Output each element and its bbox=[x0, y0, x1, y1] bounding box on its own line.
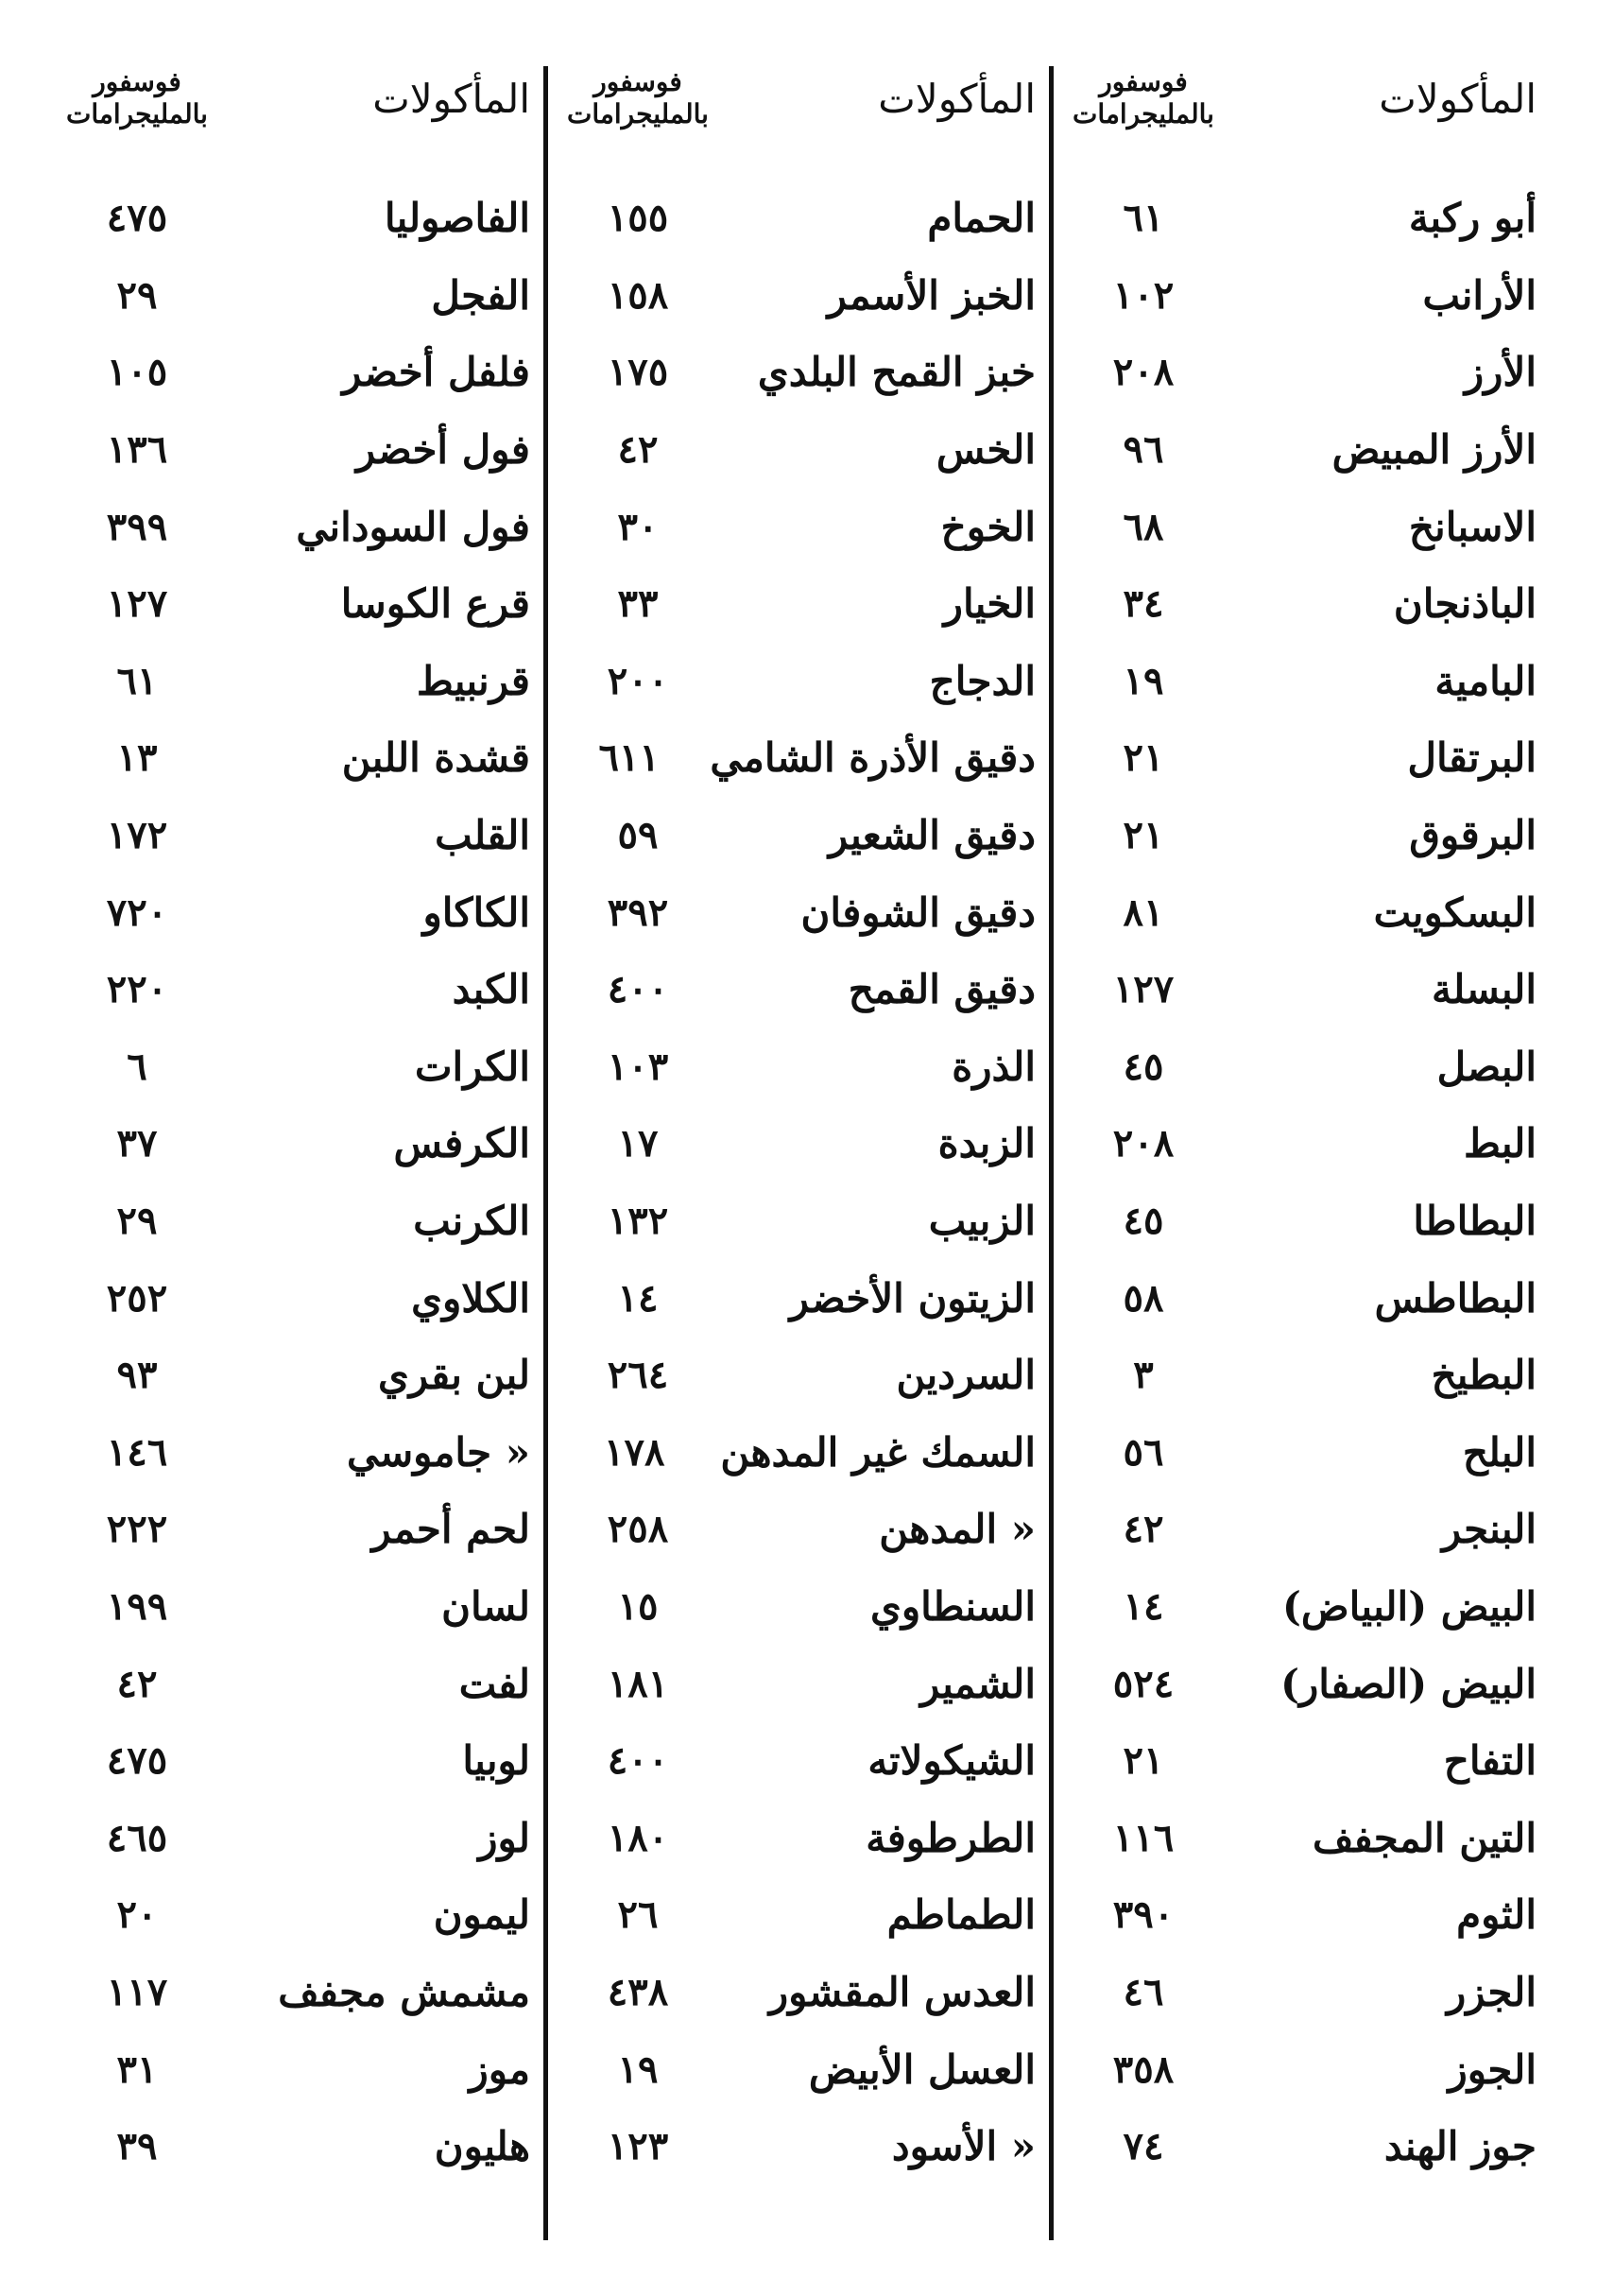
food-name: البطيخ bbox=[1431, 1352, 1537, 1399]
food-name: الباذنجان bbox=[1393, 580, 1537, 628]
header-food-label: المأكولات bbox=[372, 76, 530, 122]
table-row bbox=[47, 1183, 543, 1260]
phosphorus-value: ٥٩ bbox=[617, 813, 659, 858]
table-row bbox=[1054, 1414, 1550, 1492]
food-name: الدجاج bbox=[929, 657, 1036, 704]
table-row bbox=[548, 334, 1049, 411]
food-name: الزبيب bbox=[928, 1198, 1036, 1245]
header-unit-label bbox=[1054, 66, 1233, 130]
food-name: لحم أحمر bbox=[371, 1506, 530, 1553]
table-row bbox=[1054, 1259, 1550, 1337]
phosphorus-value: ٣٣ bbox=[617, 581, 659, 627]
phosphorus-value: ٧٤ bbox=[1123, 2124, 1164, 2169]
header-unit-line1: فوسفور bbox=[1099, 66, 1188, 97]
header-food-label: المأكولات bbox=[878, 76, 1036, 122]
table-row bbox=[47, 951, 543, 1028]
food-name: التين المجفف bbox=[1313, 1814, 1537, 1861]
phosphorus-value: ٢١ bbox=[1123, 813, 1164, 858]
food-name: الذرة bbox=[952, 1043, 1036, 1090]
phosphorus-value: ٢٠٠ bbox=[607, 658, 669, 703]
table-row bbox=[47, 797, 543, 874]
table-row bbox=[47, 719, 543, 797]
table-row bbox=[548, 1105, 1049, 1183]
phosphorus-value: ٤٦٥ bbox=[106, 1815, 168, 1860]
table-row bbox=[548, 1491, 1049, 1568]
table-row bbox=[548, 1876, 1049, 1954]
food-name: العدس المقشور bbox=[768, 1968, 1036, 2015]
phosphorus-value: ٦ bbox=[127, 1044, 147, 1089]
food-name: الاسبانخ bbox=[1408, 503, 1537, 550]
table-row bbox=[548, 565, 1049, 643]
food-name: لوز bbox=[478, 1814, 530, 1861]
table-row bbox=[47, 1568, 543, 1646]
table-row bbox=[47, 1954, 543, 2031]
table-row bbox=[548, 1568, 1049, 1646]
phosphorus-value: ١٤ bbox=[1123, 1583, 1164, 1629]
food-name: دقيق الأذرة الشامي bbox=[710, 734, 1036, 782]
header-unit-label bbox=[47, 66, 227, 130]
table-row bbox=[1054, 1876, 1550, 1954]
table-row bbox=[47, 1876, 543, 1954]
phosphorus-value: ٢٢٢ bbox=[106, 1507, 168, 1552]
food-name: البيض (البياض) bbox=[1281, 1582, 1537, 1630]
phosphorus-value: ١٤ bbox=[617, 1275, 659, 1321]
table-row bbox=[1054, 1645, 1550, 1722]
food-name: « جاموسي bbox=[346, 1428, 530, 1476]
phosphorus-value: ١٧٢ bbox=[106, 813, 168, 858]
food-name: البسكويت bbox=[1373, 889, 1537, 936]
food-name: « الأسود bbox=[891, 2123, 1036, 2170]
food-name: الخس bbox=[936, 426, 1036, 474]
table-row bbox=[1054, 1337, 1550, 1414]
food-name: دقيق الشوفان bbox=[800, 889, 1036, 936]
phosphorus-value: ٢٩ bbox=[116, 1199, 158, 1244]
table-row bbox=[47, 257, 543, 335]
phosphorus-value: ٢٠٨ bbox=[1112, 1121, 1175, 1166]
food-name: البيض (الصفار) bbox=[1280, 1660, 1537, 1707]
table-row bbox=[1054, 565, 1550, 643]
phosphorus-value: ١٨٠ bbox=[607, 1815, 669, 1860]
phosphorus-value: ١٥٥ bbox=[607, 196, 669, 241]
food-name: لسان bbox=[441, 1582, 530, 1630]
phosphorus-value: ٢٦٤ bbox=[607, 1353, 669, 1398]
food-name: البنجر bbox=[1441, 1506, 1537, 1553]
column-header bbox=[548, 66, 1049, 170]
table-row bbox=[1054, 1105, 1550, 1183]
header-unit-line2: بالمليجرامات bbox=[567, 98, 709, 129]
food-name: قرنبيط bbox=[416, 657, 530, 704]
phosphorus-value: ٦٨ bbox=[1123, 504, 1164, 549]
phosphorus-value: ٤٢ bbox=[1123, 1507, 1164, 1552]
food-name: فول السوداني bbox=[296, 503, 530, 550]
table-row bbox=[1054, 2030, 1550, 2108]
food-name: البرتقال bbox=[1407, 734, 1537, 782]
table-row bbox=[548, 1799, 1049, 1876]
food-name: الكرفس bbox=[393, 1120, 530, 1167]
phosphorus-value: ٨١ bbox=[1123, 889, 1164, 935]
phosphorus-value: ٤٣٨ bbox=[607, 1969, 669, 2014]
table-row bbox=[548, 643, 1049, 720]
phosphorus-value: ١٥٨ bbox=[607, 272, 669, 318]
phosphorus-value: ٥٦ bbox=[1123, 1429, 1164, 1475]
food-name: الأرانب bbox=[1422, 271, 1537, 319]
phosphorus-value: ١٥ bbox=[617, 1583, 659, 1629]
food-name: موز bbox=[469, 2046, 530, 2093]
food-name: لبن بقري bbox=[377, 1352, 530, 1399]
food-name: البسلة bbox=[1431, 966, 1537, 1013]
phosphorus-value: ١١٧ bbox=[106, 1969, 168, 2014]
food-name: الجزر bbox=[1446, 1968, 1537, 2015]
phosphorus-value: ٣٩٢ bbox=[607, 889, 669, 935]
food-name: الفاصوليا bbox=[384, 195, 530, 242]
table-column bbox=[47, 66, 548, 2240]
food-name: الجوز bbox=[1448, 2046, 1537, 2093]
table-row bbox=[1054, 1491, 1550, 1568]
column-header bbox=[1054, 66, 1550, 170]
phosphorus-value: ٢٠ bbox=[116, 1892, 158, 1938]
food-name: الشمير bbox=[919, 1660, 1036, 1707]
phosphorus-value: ٤٢ bbox=[116, 1661, 158, 1706]
table-row bbox=[47, 873, 543, 951]
table-row bbox=[1054, 411, 1550, 489]
table-row bbox=[548, 257, 1049, 335]
phosphorus-value: ١٩ bbox=[617, 2046, 659, 2092]
header-unit-line2: بالمليجرامات bbox=[66, 98, 208, 129]
table-row bbox=[47, 1722, 543, 1800]
phosphorus-value: ٤٦ bbox=[1123, 1969, 1164, 2014]
food-name: الطماطم bbox=[886, 1891, 1036, 1939]
food-name: لوبيا bbox=[462, 1737, 530, 1785]
food-name: الطرطوفة bbox=[866, 1814, 1036, 1861]
phosphorus-value: ١٣٢ bbox=[607, 1199, 669, 1244]
food-name: البصل bbox=[1436, 1043, 1537, 1090]
food-name: الشيكولاته bbox=[867, 1737, 1036, 1785]
table-row bbox=[1054, 257, 1550, 335]
food-name: الكلاوي bbox=[411, 1274, 530, 1321]
phosphorus-value: ٢١ bbox=[1123, 735, 1164, 781]
food-name: « المدهن bbox=[879, 1506, 1036, 1553]
table-row bbox=[1054, 1568, 1550, 1646]
table-row bbox=[548, 1028, 1049, 1106]
food-name: ليمون bbox=[433, 1891, 530, 1939]
table-row bbox=[1054, 1799, 1550, 1876]
table-row bbox=[548, 797, 1049, 874]
table-column bbox=[1054, 66, 1550, 2240]
table-row bbox=[47, 1028, 543, 1106]
table-row bbox=[47, 411, 543, 489]
food-name: لفت bbox=[458, 1660, 530, 1707]
phosphorus-value: ٥٢٤ bbox=[1112, 1661, 1175, 1706]
table-column bbox=[548, 66, 1054, 2240]
phosphorus-value: ١٠٥ bbox=[106, 350, 168, 395]
phosphorus-value: ٩٣ bbox=[116, 1353, 158, 1398]
table-row bbox=[1054, 797, 1550, 874]
phosphorus-value: ١٢٣ bbox=[607, 2124, 669, 2169]
phosphorus-value: ١٢٧ bbox=[1112, 967, 1175, 1012]
column-header bbox=[47, 66, 543, 170]
phosphorus-value: ٢٦ bbox=[617, 1892, 659, 1938]
food-name: خبز القمح البلدي bbox=[757, 349, 1036, 396]
phosphorus-value: ٢١ bbox=[1123, 1738, 1164, 1784]
food-name: الخبز الأسمر bbox=[827, 271, 1036, 319]
phosphorus-value: ١١٦ bbox=[1112, 1815, 1175, 1860]
table-row bbox=[47, 1491, 543, 1568]
food-name: الزبدة bbox=[937, 1120, 1036, 1167]
food-name: قرع الكوسا bbox=[340, 580, 530, 628]
food-name: مشمش مجفف bbox=[278, 1968, 530, 2015]
phosphorus-value: ٣٤ bbox=[1123, 581, 1164, 627]
phosphorus-value: ٣٥٨ bbox=[1112, 2046, 1175, 2092]
phosphorus-table bbox=[47, 66, 1550, 2240]
phosphorus-value: ١٧ bbox=[617, 1121, 659, 1166]
phosphorus-value: ٧٢٠ bbox=[106, 889, 168, 935]
food-name: فلفل أخضر bbox=[342, 349, 530, 396]
phosphorus-value: ٤٥ bbox=[1123, 1044, 1164, 1089]
food-name: الكرنب bbox=[413, 1198, 530, 1245]
table-row bbox=[548, 1414, 1049, 1492]
food-name: الكاكاو bbox=[422, 889, 530, 936]
phosphorus-value: ٤٥ bbox=[1123, 1199, 1164, 1244]
table-row bbox=[47, 180, 543, 257]
table-row bbox=[1054, 873, 1550, 951]
phosphorus-value: ٢٩ bbox=[116, 272, 158, 318]
food-name: الثوم bbox=[1456, 1891, 1537, 1939]
table-row bbox=[1054, 488, 1550, 565]
table-row bbox=[1054, 719, 1550, 797]
phosphorus-value: ٤٧٥ bbox=[106, 196, 168, 241]
food-name: أبو ركبة bbox=[1408, 195, 1537, 242]
phosphorus-value: ٣٩٩ bbox=[106, 504, 168, 549]
table-row bbox=[548, 873, 1049, 951]
phosphorus-value: ٣٩٠ bbox=[1112, 1892, 1175, 1938]
table-row bbox=[1054, 1722, 1550, 1800]
phosphorus-value: ٢٠٨ bbox=[1112, 350, 1175, 395]
table-row bbox=[1054, 1183, 1550, 1260]
food-name: الحمام bbox=[927, 195, 1036, 242]
table-row bbox=[1054, 334, 1550, 411]
food-name: قشدة اللبن bbox=[341, 734, 530, 782]
table-row bbox=[47, 2108, 543, 2185]
food-name: البلح bbox=[1462, 1428, 1537, 1476]
phosphorus-value: ٣٠ bbox=[617, 504, 659, 549]
table-row bbox=[548, 1722, 1049, 1800]
food-name: البطاطا bbox=[1413, 1198, 1537, 1245]
header-unit-line1: فوسفور bbox=[93, 66, 181, 97]
table-row bbox=[548, 1645, 1049, 1722]
table-row bbox=[47, 1105, 543, 1183]
food-name: الأرز bbox=[1464, 349, 1537, 396]
food-name: هليون bbox=[434, 2123, 530, 2170]
food-name: دقيق القمح bbox=[848, 966, 1036, 1013]
table-row bbox=[548, 180, 1049, 257]
phosphorus-value: ٩٦ bbox=[1123, 427, 1164, 473]
phosphorus-value: ٢٥٨ bbox=[607, 1507, 669, 1552]
food-name: البرقوق bbox=[1409, 812, 1537, 859]
table-row bbox=[548, 411, 1049, 489]
table-row bbox=[47, 643, 543, 720]
table-row bbox=[47, 1337, 543, 1414]
table-row bbox=[47, 334, 543, 411]
phosphorus-value: ٦١ bbox=[116, 658, 158, 703]
food-name: السردين bbox=[896, 1352, 1036, 1399]
food-name: البطاطس bbox=[1374, 1274, 1537, 1321]
phosphorus-value: ٤٢ bbox=[617, 427, 659, 473]
food-name: دقيق الشعير bbox=[828, 812, 1036, 859]
food-name: البط bbox=[1463, 1120, 1537, 1167]
food-name: السنطاوي bbox=[869, 1582, 1036, 1630]
phosphorus-value: ٤٧٥ bbox=[106, 1738, 168, 1784]
phosphorus-value: ٣٩ bbox=[116, 2124, 158, 2169]
table-row bbox=[548, 1337, 1049, 1414]
table-row bbox=[548, 951, 1049, 1028]
table-row bbox=[548, 1259, 1049, 1337]
header-unit-line1: فوسفور bbox=[593, 66, 682, 97]
phosphorus-value: ١٩٩ bbox=[106, 1583, 168, 1629]
phosphorus-value: ١٩ bbox=[1123, 658, 1164, 703]
table-row bbox=[47, 1259, 543, 1337]
phosphorus-value: ١٨١ bbox=[607, 1661, 669, 1706]
header-food-label: المأكولات bbox=[1379, 76, 1537, 122]
table-row bbox=[47, 1645, 543, 1722]
header-unit-label bbox=[548, 66, 728, 130]
phosphorus-value: ٣ bbox=[1133, 1353, 1154, 1398]
table-row bbox=[548, 2030, 1049, 2108]
phosphorus-value: ١٣٦ bbox=[106, 427, 168, 473]
table-row bbox=[1054, 643, 1550, 720]
table-row bbox=[1054, 951, 1550, 1028]
phosphorus-value: ٤٠٠ bbox=[607, 1738, 669, 1784]
phosphorus-value: ٥٨ bbox=[1123, 1275, 1164, 1321]
phosphorus-value: ١٣ bbox=[116, 735, 158, 781]
food-name: الكبد bbox=[452, 966, 530, 1013]
phosphorus-value: ٤٠٠ bbox=[607, 967, 669, 1012]
food-name: جوز الهند bbox=[1383, 2123, 1537, 2170]
food-name: السمك غير المدهن bbox=[720, 1428, 1036, 1476]
phosphorus-value: ١٧٨ bbox=[603, 1429, 665, 1475]
phosphorus-value: ١٤٦ bbox=[106, 1429, 168, 1475]
header-unit-line2: بالمليجرامات bbox=[1073, 98, 1214, 129]
food-name: الخيار bbox=[943, 580, 1036, 628]
table-row bbox=[1054, 2108, 1550, 2185]
phosphorus-value: ٦١ bbox=[1123, 196, 1164, 241]
phosphorus-value: ٣٧ bbox=[116, 1121, 158, 1166]
table-row bbox=[548, 488, 1049, 565]
phosphorus-value: ١٠٣ bbox=[607, 1044, 669, 1089]
phosphorus-value: ٢٥٢ bbox=[106, 1275, 168, 1321]
table-row bbox=[47, 488, 543, 565]
phosphorus-value: ١٧٥ bbox=[607, 350, 669, 395]
food-name: فول أخضر bbox=[355, 426, 530, 474]
phosphorus-value: ١٢٧ bbox=[106, 581, 168, 627]
food-name: العسل الأبيض bbox=[808, 2046, 1036, 2093]
phosphorus-value: ٦١١ bbox=[598, 735, 660, 781]
food-name: الكرات bbox=[414, 1043, 530, 1090]
table-row bbox=[47, 2030, 543, 2108]
table-row bbox=[548, 2108, 1049, 2185]
table-row bbox=[1054, 1954, 1550, 2031]
food-name: الأرز المبيض bbox=[1331, 426, 1537, 474]
phosphorus-value: ٢٢٠ bbox=[106, 967, 168, 1012]
table-row bbox=[1054, 1028, 1550, 1106]
food-name: البامية bbox=[1434, 657, 1537, 704]
table-row bbox=[548, 1183, 1049, 1260]
table-row bbox=[47, 565, 543, 643]
table-row bbox=[47, 1414, 543, 1492]
food-name: الخوخ bbox=[940, 503, 1036, 550]
food-name: التفاح bbox=[1443, 1737, 1537, 1785]
table-row bbox=[1054, 180, 1550, 257]
phosphorus-value: ٣١ bbox=[116, 2046, 158, 2092]
table-row bbox=[548, 719, 1049, 797]
phosphorus-value: ١٠٢ bbox=[1112, 272, 1175, 318]
table-row bbox=[47, 1799, 543, 1876]
food-name: القلب bbox=[435, 812, 530, 859]
food-name: الزيتون الأخضر bbox=[789, 1274, 1036, 1321]
table-row bbox=[548, 1954, 1049, 2031]
food-name: الفجل bbox=[431, 271, 530, 319]
